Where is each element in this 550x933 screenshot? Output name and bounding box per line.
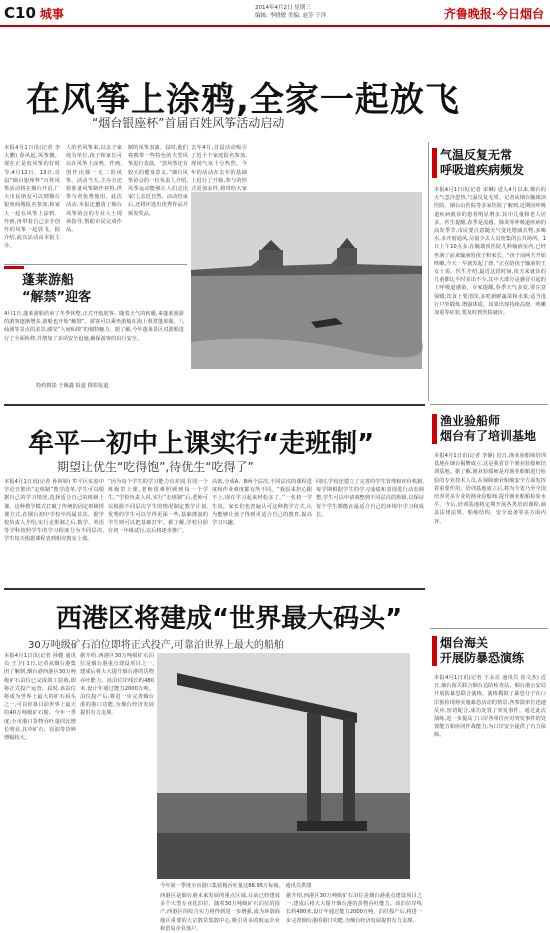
port-col-1: 本报4月1日讯(记者 孙健 通讯员 王卫) 1日,记者从烟台港集团了解到,烟台港西港区30万吨级矿石泊位已完成竣工验收,即将正式投产运营。届时,该泊位将成为世界上最大的矿石码头之一,可以停靠目前世界上最大的40万吨级矿石船。今年一季度,全市港口货物吞吐量同比增长明显,其中矿石、原油等货种增幅较大。 xyxy=(4,653,76,742)
column-divider xyxy=(428,142,429,401)
port-col-4: 据介绍,西港区30万吨级矿石泊位是烟台港重点建设项目之一,建成后将大大提升烟台港的货物吞吐能力。该泊位岸线长约480米,设计年通过能力2000万吨。泊位投产后,将进一步完善烟台港的港口功能,为烟台经济发展提供有力支撑。 xyxy=(286,893,422,924)
boat-marker xyxy=(4,266,24,269)
boat-rule xyxy=(4,264,187,265)
edu-col-1: 本报4月1日讯(记者 孙婷婷) 牟平区实验中学近日推出“走班制”教学改革,学生可以根据自己的学习情况,选择适合自己的班级上课。这种教学模式打破了传统的固定班级授课方式,在烟台初中学校中尚属首次。据学校负责人介绍,实行走班制之后,数学、英语等学科按照学生的学习程度分为不同层次,学生每天根据课程表到相应教室上课。 xyxy=(4,479,104,543)
header-meta xyxy=(255,4,326,20)
port-col-3: 西港区是烟台港未来发展的重点区域,目前已经建成多个大型专业化泊位。随着30万吨级矿石泊位的投产,西港区的综合实力将得到进一步增强,成为环渤海地区重要的大宗散货集散中心,吸引更多的航运企业和贸易企业落户。 xyxy=(160,893,280,932)
port-headline: 西港区将建成“世界最大码头” xyxy=(56,604,403,634)
lead-col-1: 本报4月1日讯(记者 李大鹏) 春风起,风筝飘。现在正是放风筝的好时节,4月12日、13日,首届“烟台银座杯”百姓风筝活动将在烟台开启,广大市民朋友可以到烟台银座商城报名参加,和家人一起在风筝上涂鸦、作画,再带着自己亲手创作的风筝一起放飞。据介绍,此次活动由本报主办。 xyxy=(4,145,60,250)
lead-photo-bridge xyxy=(191,192,422,369)
port-subheadline: 30万吨级矿石泊位即将正式投产,可靠泊世界上最大的船舶 xyxy=(28,640,284,651)
drill-body: 本报4月1日讯(记者 王永亮 通讯员 崔文杰) 近日,烟台海关联合烟台边防检查站、烟台港公安局开展防暴恐联合演练。演练模拟了暴恐分子在口岸旅检现场实施暴恐活动的情景,各参演单位迅速反应,密切配合,成功处置了突发事件。通过此次演练,进一步提高了口岸各单位应对突发事件的处置能力和协同作战能力,为口岸安全提供了有力保障。 xyxy=(434,675,546,739)
skills-body: 本报4月1日讯(记者 李静) 近日,渔业验船师培训基地在烟台揭牌成立,这是我省首个渔业验船师培训基地。据了解,渔业验船师是对渔业船舶进行检验的专业技术人员,在保障渔业船舶安全方面发挥着重要作用。培训基地成立后,将为全省乃至全国培养更多专业的渔业验船师,提升渔业船舶检验水平。今后,培训基地将定期开展各类培训课程,涵盖法律法规、船舶结构、安全设备等多方面内容。 xyxy=(434,453,546,525)
skills-rule xyxy=(430,404,548,405)
boat-body: 4月1日,蓬莱游船结束了冬季休整,正式开航迎客。随着天气的转暖,来蓬莱旅游的游客逐渐增多,游船也开始“解禁”。游客可以乘坐游船在海上观赏蓬莱阁、八仙渡等景点的美景,感受“人间仙境”的独特魅力。据了解,今年蓬莱景区对游船进行了全面检修,并增加了多项安全设施,确保游客的出行安全。 xyxy=(4,311,184,342)
side-top-headline: 气温反复无常 呼吸道疾病频发 xyxy=(440,148,525,177)
port-crane-illustration xyxy=(157,653,410,879)
lead-col-3: 制的风筝表演。届时,他们将携带一些特色的大型风筝进行表演。“放风筝还有较大的健身意义。”烟台风筝协会的一位负责人介绍,风筝运动能够让人们走出家门,亲近自然。活动结束后,还将评选出优秀作品并颁发奖品。 xyxy=(128,145,188,217)
edu-col-2: “因为每个学生的学习能力有差别,在同一个班级里上课,老师很难照顾到每一个学生。”学校负责人说,实行“走班制”后,老师可以根据不同层次学生的情况制定教学计划,优秀的学生可以学得更深一些,基础薄弱的学生则可以把基础打牢。据了解,学校目前在初一年级试行,以后将逐步推广。 xyxy=(108,479,208,535)
edu-rule xyxy=(4,404,425,406)
lead-headline: 在风筝上涂鸦,全家一起放飞 xyxy=(26,80,460,120)
port-photo-crane xyxy=(157,653,410,879)
lead-subheadline: “烟台银座杯”首届百姓风筝活动启动 xyxy=(92,116,285,130)
section-name: 城事 xyxy=(39,6,64,21)
port-col-2: 据介绍,西港区30万吨级矿石泊位是烟台港重点建设项目之一,建成后将大大提升烟台港的货物吞吐能力。该泊位岸线长约480米,设计年通过能力2000万吨。泊位投产后,将进一步完善烟台港的港口功能,为烟台经济发展提供有力支撑。 xyxy=(80,653,154,717)
header-editors: 编辑: 李晓敏 美编: 赵芳 于萍 xyxy=(255,13,327,19)
lead-col-4: 去年4月,首届活动吸引了近千个家庭报名参加,现场气氛十分热烈。今年的活动在去年的基础上进行了升级,参与的形式更加多样,将带给大家 xyxy=(191,145,247,193)
newspaper-logo: 齐鲁晚报·今日烟台 xyxy=(443,7,544,21)
drill-rule xyxy=(430,628,548,629)
edu-col-3: 高低,分成A、B两个层次,不同层次的课程进度和作业难度都有所不同。“我原来担心跟不上,现在学习起来轻松多了。”一名初一学生说。家长们也普遍认可这种教学方式,认为能够让孩子得到更适合自己的教育,提高学习兴趣。 xyxy=(212,479,312,527)
edu-col-4: 同时,学校还建立了完善的学生管理和评价机制,每学期根据学生的学习成绩和表现进行动态调整,学生可以申请调整到不同层次的班级,以保证每个学生都能在最适合自己的环境中学习和成长。 xyxy=(316,479,424,518)
edu-headline: 牟平一初中上课实行“走班制” xyxy=(28,429,375,459)
drill-headline: 烟台海关 开展防暴恐演练 xyxy=(440,636,525,665)
edu-subheadline: 期望让优生“吃得饱”,待优生“吃得了” xyxy=(57,460,254,474)
header-rule xyxy=(0,25,550,27)
lead-col-2: 人的名风筝来,以亲子家庭为单位,孩子和家长可以在风筝上涂鸦、作画,创作出独一无二的风筝。活动当天,主办方还将准备风筝制作材料,供参与者免费使用。此次活动,本报还邀请了烟台风筝协会的专业人士现场指导,帮助市民完成作品。 xyxy=(66,145,122,234)
port-rule xyxy=(4,588,425,590)
boat-headline: 蓬莱游船 “解禁”迎客 xyxy=(22,273,92,305)
side-top-marker xyxy=(432,148,437,178)
page-header xyxy=(4,4,64,22)
drill-marker xyxy=(432,636,437,666)
side-top-body: 本报4月1日讯(记者 宋琳) 进入4月以来,烟台的天气忽冷忽热,气温反复无常。记者从烟台毓璜顶医院、烟台山医院等多家医院了解到,近期因呼吸道疾病就诊的患者明显增多,其中儿童和老人居多。医生提醒,春季是流感、肺炎等呼吸道疾病的高发季节,市民要注意随天气变化增减衣物,多喝水,多开窗通风,尽量少去人员密集的公共场所。1日上午10点多,在毓璜顶医院儿科输液室内,已经坐满了前来输液的孩子和家长。“孩子前两天开始咳嗽,今天一早就发起了烧。”正在陪孩子输液的王女士说。医生介绍,最近这段时间,每天来就诊的儿童都比平时多出不少,其中大部分是感冒引起的上呼吸道感染。专家提醒,春季天气多变,要注意保暖;饮食上要清淡,多吃新鲜蔬菜和水果;适当进行户外锻炼,增强体质。如果出现持续高烧、咳嗽加重等症状,要及时到医院就诊。 xyxy=(434,187,546,317)
page-number: C10 xyxy=(4,4,36,22)
boat-credit: 特约摄影 于佩鑫 报道 摄影报道 xyxy=(36,383,109,389)
harbor-pavilion-illustration xyxy=(191,192,422,369)
header-date: 2014年4月2日 星期三 xyxy=(255,5,311,11)
skills-marker xyxy=(432,414,437,444)
skills-headline: 渔业验船师 烟台有了培训基地 xyxy=(440,414,537,443)
port-photo-caption: 今年第一季度全市港口集装箱吞吐量达88.95万标箱。 通讯员供图 xyxy=(160,883,312,889)
